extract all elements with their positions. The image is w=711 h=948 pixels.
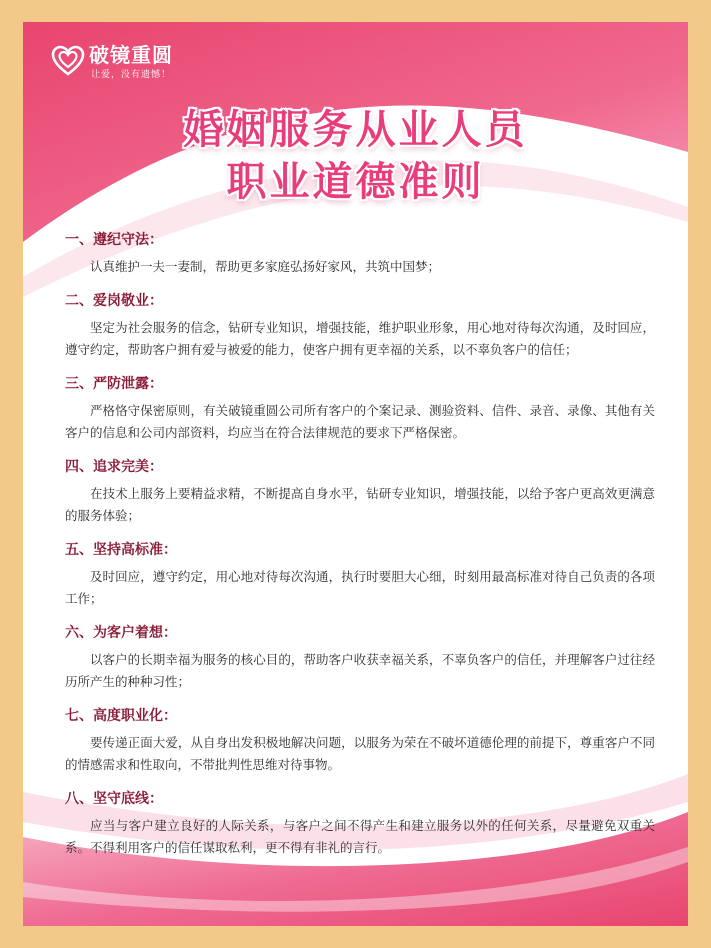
poster-panel (23, 22, 688, 926)
rule-section (65, 706, 655, 776)
title-line-2: 职业道德准则 (226, 159, 485, 205)
brand-name: 破镜重圆 (89, 43, 173, 67)
rule-heading: 三、严防泄露： (65, 376, 163, 392)
rule-section (65, 374, 655, 444)
rule-section (65, 230, 655, 278)
rule-body: 要传递正面大爱，从自身出发积极地解决问题，以服务为荣在不破坏道德伦理的前提下，尊重客户不同的情感需求和性取向，不带批判性思维对待事物。 (65, 735, 655, 772)
heart-ring-icon (51, 44, 85, 78)
rule-section (65, 789, 655, 859)
rule-heading: 八、坚守底线： (65, 791, 163, 807)
rule-body: 认真维护一夫一妻制，帮助更多家庭弘扬好家风，共筑中国梦； (90, 259, 441, 274)
rule-section (65, 457, 655, 527)
rule-heading: 七、高度职业化： (65, 708, 177, 724)
rule-heading: 二、爱岗敬业： (65, 293, 163, 309)
rule-section (65, 540, 655, 610)
rule-heading: 四、追求完美： (65, 459, 163, 475)
rule-body: 以客户的长期幸福为服务的核心目的，帮助客户收获幸福关系，不辜负客户的信任，并理解客户过往经历所产生的种种习性； (65, 652, 655, 689)
rule-body: 严格恪守保密原则，有关破镜重圆公司所有客户的个案记录、测验资料、信件、录音、录像、其他有关客户的信息和公司内部资料，均应当在符合法律规范的要求下严格保密。 (65, 403, 655, 440)
rule-section (65, 291, 655, 361)
page-title (23, 104, 688, 208)
rule-section (65, 623, 655, 693)
title-line-1: 婚姻服务从业人员 (183, 107, 528, 153)
brand-slogan: 让爱，没有遗憾！ (91, 70, 172, 80)
rule-body: 在技术上服务上要精益求精，不断提高自身水平，钻研专业知识，增强技能，以给予客户更高效更满意的服务体验； (65, 486, 655, 523)
rules-list (65, 230, 655, 859)
rule-heading: 五、坚持高标准： (65, 542, 177, 558)
rule-heading: 六、为客户着想： (65, 625, 177, 641)
rule-body: 应当与客户建立良好的人际关系，与客户之间不得产生和建立服务以外的任何关系，尽量避免双重关系。不得利用客户的信任谋取私利，更不得有非礼的言行。 (65, 818, 655, 855)
rule-heading: 一、遵纪守法： (65, 232, 163, 248)
rule-body: 及时回应，遵守约定，用心地对待每次沟通，执行时要胆大心细，时刻用最高标准对待自己负责的各项工作； (65, 569, 655, 606)
rule-body: 坚定为社会服务的信念，钻研专业知识，增强技能，维护职业形象，用心地对待每次沟通，及时回应，遵守约定，帮助客户拥有爱与被爱的能力，使客户拥有更幸福的关系，以不辜负客户的信任； (65, 320, 655, 357)
